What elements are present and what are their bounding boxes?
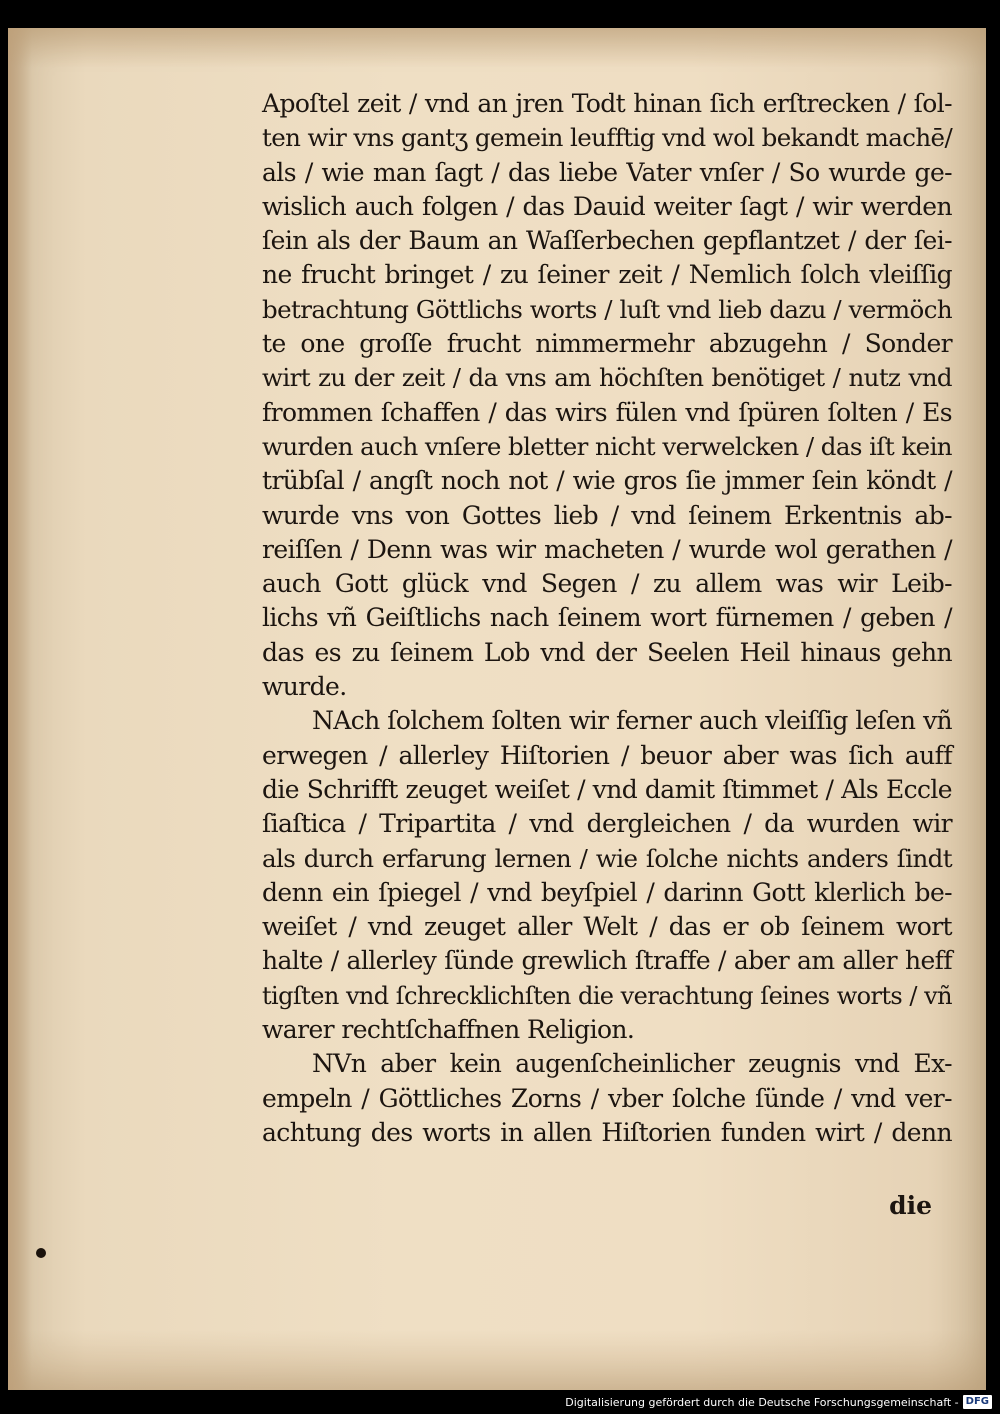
text-line: auch Gott glück vnd Segen / zu allem was wir Leib- xyxy=(262,569,952,599)
text-line: reiſſen / Denn was wir macheten / wurde wol gerathen / xyxy=(262,534,952,564)
text-line: die Schrifft zeuget weiſet / vnd damit ſtimmet / Als Eccle xyxy=(262,774,952,804)
page-gutter-shadow xyxy=(8,28,32,1390)
text-line: trübſal / angſt noch not / wie gros ſie jmmer ſein köndt / xyxy=(262,466,952,496)
catchword: die xyxy=(889,1191,932,1220)
digitization-footer xyxy=(565,1394,992,1410)
text-line: wirt zu der zeit / da vns am höchſten benötiget / nutz vnd xyxy=(262,363,952,393)
text-line: warer rechtſchaffnen Religion. xyxy=(262,1015,635,1045)
text-line: erwegen / allerley Hiſtorien / beuor aber was ſich auff xyxy=(262,740,952,770)
text-line: wurden auch vnſere bletter nicht verwelcken / das iſt kein xyxy=(262,431,952,461)
text-line: frommen ſchaffen / das wirs fülen vnd ſpüren ſolten / Es xyxy=(262,397,952,427)
text-line: ten wir vns gantʒ gemein leufftig vnd wol bekandt machē/ xyxy=(262,123,953,153)
text-line: te one groſſe frucht nimmermehr abzugehn / Sonder xyxy=(262,329,952,359)
text-line: Apoſtel zeit / vnd an jren Todt hinan ſich erſtrecken / ſol- xyxy=(262,89,952,118)
text-line: NAch ſolchem ſolten wir ferner auch vleiſſig leſen vñ xyxy=(312,706,952,736)
page-bottom-stain xyxy=(8,1330,986,1390)
footer-credit: Digitalisierung gefördert durch die Deutsche Forschungsgemeinschaft - xyxy=(565,1395,959,1409)
text-line: wislich auch folgen / das Dauid weiter ſagt / wir werden xyxy=(262,191,952,221)
text-line: weiſet / vnd zeuget aller Welt / das er ob ſeinem wort xyxy=(262,912,952,942)
text-line: das es zu ſeinem Lob vnd der Seelen Heil hinaus gehn xyxy=(262,637,952,667)
text-line: denn ein ſpiegel / vnd beyſpiel / darinn Gott klerlich be- xyxy=(262,877,952,907)
text-line: wurde vns von Gottes lieb / vnd ſeinem Erkentnis ab- xyxy=(262,500,952,530)
text-line: NVn aber kein augenſcheinlicher zeugnis vnd Ex- xyxy=(312,1049,952,1079)
text-line: lichs vñ Geiſtlichs nach ſeinem wort fürnemen / geben / xyxy=(262,603,952,633)
dfg-logo-icon: DFG xyxy=(963,1395,992,1409)
body-text xyxy=(262,87,952,1150)
text-line: wurde. xyxy=(262,672,347,702)
text-line: als durch erfarung lernen / wie ſolche nichts anders ſindt xyxy=(262,843,952,873)
text-line: betrachtung Göttlichs worts / luſt vnd lieb dazu / vermöch xyxy=(262,294,952,324)
text-line: achtung des worts in allen Hiſtorien funden wirt / denn xyxy=(262,1117,952,1147)
text-line: als / wie man ſagt / das liebe Vater vnſer / So wurde ge- xyxy=(262,157,952,187)
ink-dot-mark xyxy=(36,1248,46,1258)
text-line: empeln / Göttliches Zorns / vber ſolche ſünde / vnd ver- xyxy=(262,1083,952,1113)
text-line: tigſten vnd ſchrecklichſten die verachtung ſeines worts / vñ xyxy=(262,981,952,1010)
text-line: halte / allerley ſünde grewlich ſtraffe / aber am aller heff xyxy=(262,946,952,976)
text-line: ſein als der Baum an Waſſerbechen gepflantzet / der ſei- xyxy=(262,226,952,256)
page-top-stain xyxy=(8,28,986,68)
text-line: ne frucht bringet / zu ſeiner zeit / Nemlich ſolch vleiſſig xyxy=(262,260,952,290)
text-line: ſiaſtica / Tripartita / vnd dergleichen / da wurden wir xyxy=(262,809,952,839)
